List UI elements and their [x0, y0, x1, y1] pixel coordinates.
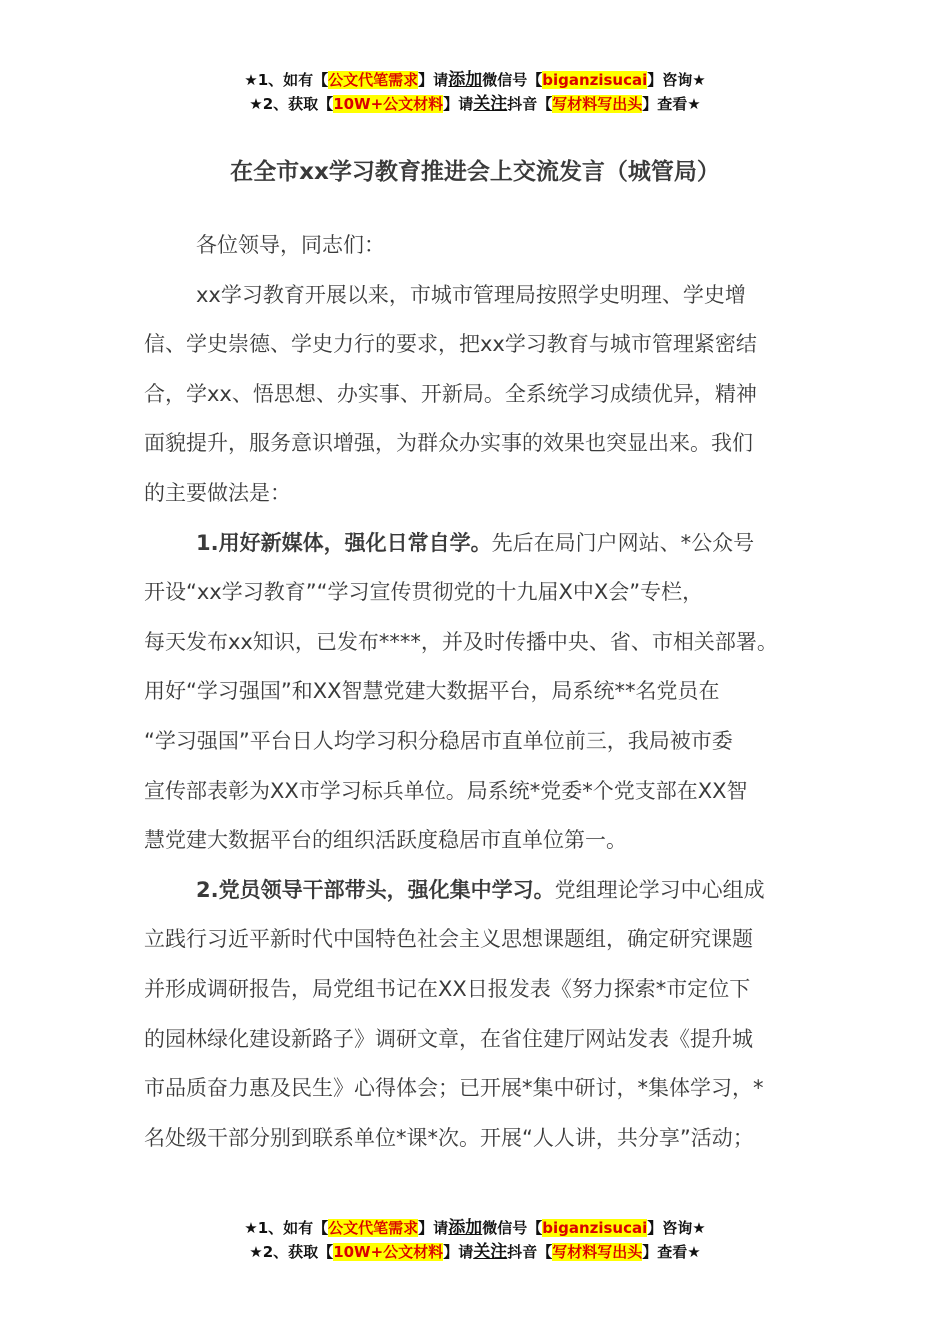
paragraph-line: 名处级干部分别到联系单位*课*次。开展“人人讲，共分享”活动； — [144, 1125, 754, 1150]
paragraph-line: 合，学xx、悟思想、办实事、开新局。全系统学习成绩优异，精神 — [144, 381, 757, 406]
highlight-douyin-account: 写材料写出头 — [552, 95, 643, 113]
banner-text: 】咨询★ — [647, 1219, 706, 1237]
banner-text: 抖音【 — [507, 1243, 553, 1261]
underlined-add: 添加 — [448, 1218, 483, 1238]
section-2-heading: 2.党员领导干部带头，强化集中学习。 — [196, 877, 555, 902]
ad-banner-bottom — [0, 1216, 950, 1264]
banner-text: 】咨询★ — [647, 71, 706, 89]
paragraph-line: 宣传部表彰为XX市学习标兵单位。局系统*党委*个党支部在XX智 — [144, 778, 748, 803]
paragraph-line: xx学习教育开展以来，市城市管理局按照学史明理、学史增 — [196, 282, 746, 307]
section-1-paragraph — [144, 519, 820, 866]
banner-line-2 — [0, 1240, 950, 1264]
ad-banner-top — [0, 68, 950, 116]
banner-text: 微信号【 — [482, 1219, 543, 1237]
star-icon: ★ — [244, 1219, 258, 1237]
star-icon: ★ — [249, 95, 263, 113]
highlight-douyin-account: 写材料写出头 — [552, 1243, 643, 1261]
underlined-add: 添加 — [448, 70, 483, 90]
paragraph-line: 开设“xx学习教育”“学习宣传贯彻党的十九届X中X会”专栏， — [144, 580, 704, 605]
section-2-text: 党组理论学习中心组成 — [554, 877, 765, 902]
highlight-materials: 10W+公文材料 — [333, 1243, 444, 1261]
paragraph-line — [144, 866, 820, 916]
banner-text: 微信号【 — [482, 71, 543, 89]
document-body — [144, 221, 820, 1163]
section-1-heading: 1.用好新媒体，强化日常自学。 — [196, 530, 492, 555]
banner-text: 】请 — [418, 1219, 449, 1237]
section-1-text: 先后在局门户网站、*公众号 — [491, 530, 755, 555]
paragraph-line: 慧党建大数据平台的组织活跃度稳居市直单位第一。 — [144, 828, 627, 853]
underlined-follow: 关注 — [473, 1242, 508, 1262]
banner-text: 1、如有【 — [257, 1219, 329, 1237]
highlight-service: 公文代笔需求 — [328, 1219, 419, 1237]
paragraph-line: 立践行习近平新时代中国特色社会主义思想课题组，确定研究课题 — [144, 927, 753, 952]
paragraph-line: “学习强国”平台日人均学习积分稳居市直单位前三，我局被市委 — [144, 728, 733, 753]
paragraph-line: 的主要做法是： — [144, 480, 291, 505]
salutation — [144, 221, 820, 271]
banner-line-2 — [0, 92, 950, 116]
banner-line-1 — [0, 1216, 950, 1240]
underlined-follow: 关注 — [473, 94, 508, 114]
banner-text: 2、获取【 — [262, 1243, 334, 1261]
banner-text: 】查看★ — [642, 1243, 701, 1261]
star-icon: ★ — [244, 71, 258, 89]
section-2-paragraph — [144, 866, 820, 1164]
banner-text: 1、如有【 — [257, 71, 329, 89]
banner-text: 抖音【 — [507, 95, 553, 113]
banner-text: 】请 — [443, 1243, 474, 1261]
paragraph-line: 信、学史崇德、学史力行的要求，把xx学习教育与城市管理紧密结 — [144, 332, 757, 357]
paragraph-line: 每天发布xx知识，已发布****，并及时传播中央、省、市相关部署。 — [144, 629, 778, 654]
highlight-wechat-id: biganzisucai — [542, 71, 648, 89]
paragraph-line: 并形成调研报告，局党组书记在XX日报发表《努力探索*市定位下 — [144, 976, 751, 1001]
paragraph-line: 的园林绿化建设新路子》调研文章，在省住建厅网站发表《提升城 — [144, 1026, 753, 1051]
banner-text: 】请 — [418, 71, 449, 89]
paragraph-line: 用好“学习强国”和XX智慧党建大数据平台，局系统**名党员在 — [144, 679, 720, 704]
highlight-service: 公文代笔需求 — [328, 71, 419, 89]
salutation-text: 各位领导，同志们： — [196, 233, 385, 257]
document-title: 在全市xx学习教育推进会上交流发言（城管局） — [230, 159, 720, 185]
banner-text: 】请 — [443, 95, 474, 113]
paragraph-line: 市品质奋力惠及民生》心得体会；已开展*集中研讨，*集体学习，* — [144, 1076, 764, 1101]
banner-line-1 — [0, 68, 950, 92]
star-icon: ★ — [249, 1243, 263, 1261]
banner-text: 2、获取【 — [262, 95, 334, 113]
paragraph-line — [144, 519, 820, 569]
highlight-materials: 10W+公文材料 — [333, 95, 444, 113]
intro-paragraph — [144, 271, 820, 519]
banner-text: 】查看★ — [642, 95, 701, 113]
highlight-wechat-id: biganzisucai — [542, 1219, 648, 1237]
paragraph-line: 面貌提升，服务意识增强，为群众办实事的效果也突显出来。我们 — [144, 431, 753, 456]
